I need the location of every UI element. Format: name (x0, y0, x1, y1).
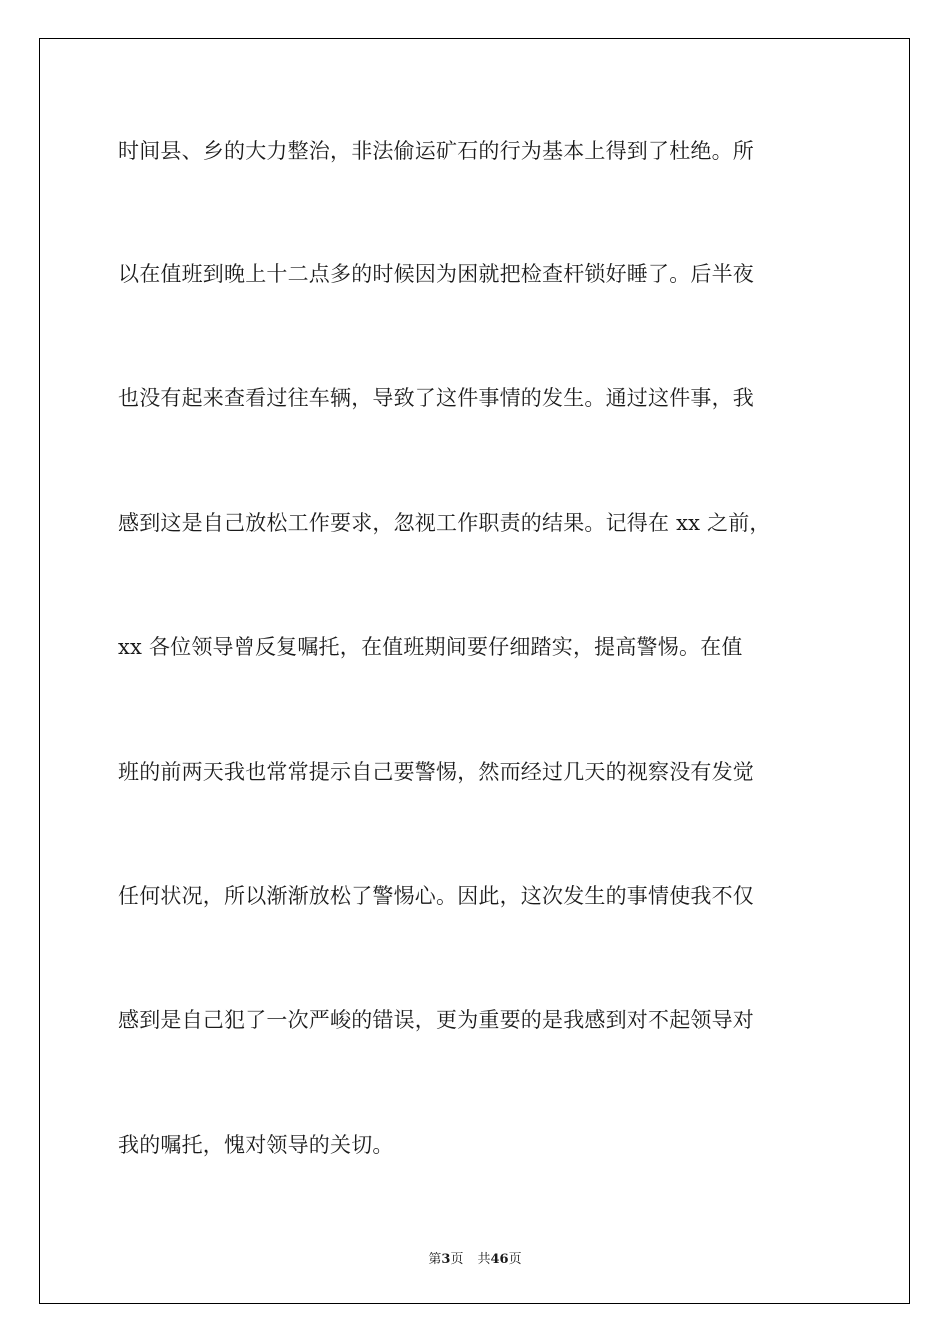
body-text-line-4: 感到这是自己放松工作要求，忽视工作职责的结果。记得在 xx 之前， (118, 511, 771, 535)
body-text-line-3: 也没有起来查看过往车辆，导致了这件事情的发生。通过这件事，我 (118, 386, 754, 410)
footer-total-suffix: 页 (508, 1252, 522, 1267)
body-text-line-2: 以在值班到晚上十二点多的时候因为困就把检查杆锁好睡了。后半夜 (118, 262, 754, 286)
body-text-line-5: xx 各位领导曾反复嘱托，在值班期间要仔细踏实，提高警惕。在值 (118, 635, 743, 659)
page-border (39, 38, 910, 1304)
body-text-line-7: 任何状况，所以渐渐放松了警惕心。因此，这次发生的事情使我不仅 (118, 884, 754, 908)
footer-page-suffix: 页 (450, 1252, 464, 1267)
page-footer (0, 1248, 950, 1267)
body-text-line-1: 时间县、乡的大力整治，非法偷运矿石的行为基本上得到了杜绝。所 (118, 139, 754, 163)
body-text-line-9: 我的嘱托，愧对领导的关切。 (118, 1133, 394, 1157)
footer-total-prefix: 共 (477, 1252, 491, 1267)
body-text-line-6: 班的前两天我也常常提示自己要警惕，然而经过几天的视察没有发觉 (118, 760, 754, 784)
footer-total-pages: 46 (490, 1252, 509, 1267)
footer-page-number: 3 (441, 1252, 451, 1267)
footer-page-prefix: 第 (428, 1252, 442, 1267)
body-text-line-8: 感到是自己犯了一次严峻的错误，更为重要的是我感到对不起领导对 (118, 1008, 754, 1032)
